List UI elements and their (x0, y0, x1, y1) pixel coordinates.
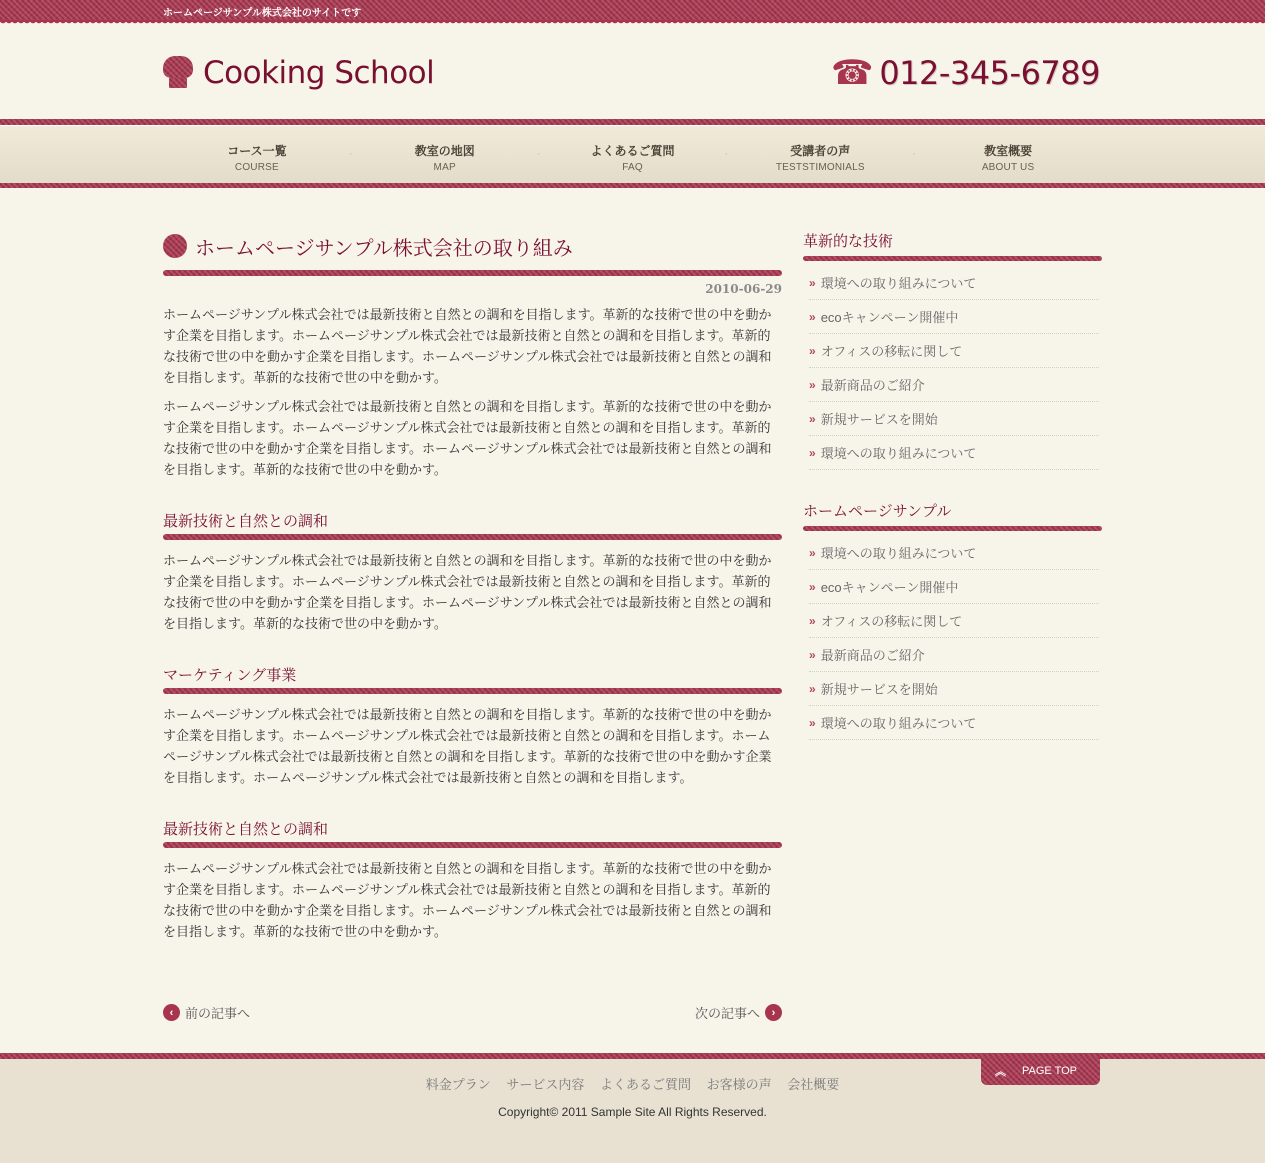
section-title: マーケティング事業 (163, 667, 297, 684)
sidebar-link-label: 環境への取り組みについて (820, 446, 977, 461)
logo-text: Cooking School (203, 55, 435, 91)
site-tagline: ホームページサンプル株式会社のサイトです (163, 8, 362, 19)
page-top-button[interactable] (981, 1057, 1100, 1085)
nav-item-label: コース一覧 (227, 144, 287, 158)
nav-item-label: · 受講者の声 (790, 144, 851, 158)
top-bar (0, 0, 1265, 22)
double-chevron-icon: » (809, 681, 814, 696)
sidebar-link[interactable] (809, 334, 1099, 368)
section-title: 最新技術と自然との調和 (163, 821, 329, 838)
sidebar-link-label: オフィスの移転に関して (820, 344, 963, 359)
nav-item-faq[interactable] (539, 126, 727, 184)
site-logo[interactable] (163, 55, 434, 91)
nav-border-bottom (0, 183, 1265, 188)
next-article-link[interactable] (695, 1003, 782, 1022)
double-chevron-icon: » (809, 545, 814, 560)
footer-link-services[interactable]: サービス内容 (506, 1077, 585, 1092)
nav-item-sublabel: MAP (433, 162, 456, 173)
sidebar-link[interactable] (809, 436, 1099, 470)
top-bar-scallop (0, 20, 1265, 26)
nav-item-label: · よくあるご質問 (590, 144, 675, 158)
footer-link-faq[interactable]: よくあるご質問 (599, 1077, 691, 1092)
sidebar-link[interactable] (809, 706, 1099, 740)
double-chevron-icon: » (809, 275, 814, 290)
section-heading (163, 664, 782, 694)
section-paragraph: ホームページサンプル株式会社では最新技術と自然との調和を目指します。革新的な技術で世の中を動かす企業を目指します。ホームページサンプル株式会社では最新技術と自然との調和を目指します。革新的な技術で世の中を動かす企業を目指します。ホームページサンプル株式会社では最新技術と自然との調和を目指します。革新的な技術で世の中を動かす。 (163, 861, 772, 939)
nav-item-map[interactable] (351, 126, 539, 184)
article-paragraph: ホームページサンプル株式会社では最新技術と自然との調和を目指します。革新的な技術で世の中を動かす企業を目指します。ホームページサンプル株式会社では最新技術と自然との調和を目指します。革新的な技術で世の中を動かす企業を目指します。ホームページサンプル株式会社では最新技術と自然との調和を目指します。革新的な技術で世の中を動かす。 (163, 399, 772, 477)
arrow-right-icon: › (765, 1004, 782, 1021)
nav-item-sublabel: TESTSTIMONIALS (775, 162, 865, 173)
section-divider (163, 842, 782, 848)
sidebar-link[interactable] (809, 300, 1099, 334)
nav-item-label: · 教室概要 (984, 144, 1033, 158)
double-chevron-icon: » (809, 343, 814, 358)
sidebar-link-label: 新規サービスを開始 (820, 412, 938, 427)
double-chevron-icon: » (809, 309, 814, 324)
sidebar-link[interactable] (809, 368, 1099, 402)
article-date: 2010-06-29 (705, 282, 782, 296)
sidebar-link-label: オフィスの移転に関して (820, 614, 963, 629)
copyright: Copyright© 2011 Sample Site All Rights Reserved. (498, 1105, 767, 1119)
prev-article-label: 前の記事へ (185, 1006, 251, 1021)
article-paragraph: ホームページサンプル株式会社では最新技術と自然との調和を目指します。革新的な技術で世の中を動かす企業を目指します。ホームページサンプル株式会社では最新技術と自然との調和を目指します。革新的な技術で世の中を動かす企業を目指します。ホームページサンプル株式会社では最新技術と自然との調和を目指します。革新的な技術で世の中を動かす。 (163, 307, 772, 385)
sidebar-link-label: 最新商品のご紹介 (820, 648, 925, 663)
global-nav (0, 125, 1265, 183)
footer-link-testimonials[interactable]: お客様の声 (706, 1077, 772, 1092)
sidebar-title: ホームページサンプル (803, 503, 952, 520)
section-heading (163, 818, 782, 848)
sidebar-link[interactable] (809, 536, 1099, 570)
double-chevron-icon: » (809, 647, 814, 662)
sidebar-link-label: 新規サービスを開始 (820, 682, 938, 697)
section-paragraph: ホームページサンプル株式会社では最新技術と自然との調和を目指します。革新的な技術で世の中を動かす企業を目指します。ホームページサンプル株式会社では最新技術と自然との調和を目指します。ホームページサンプル株式会社では最新技術と自然との調和を目指します。革新的な技術で世の中を動かす企業を目指します。ホームページサンプル株式会社では最新技術と自然との調和を目指します。 (163, 707, 772, 785)
double-chevron-icon: » (809, 613, 814, 628)
chef-hat-icon (163, 56, 193, 90)
sidebar-link[interactable] (809, 638, 1099, 672)
double-chevron-icon: » (809, 377, 814, 392)
nav-item-sublabel: ABOUT US (981, 162, 1035, 173)
double-chevron-icon: » (809, 579, 814, 594)
page-top-label: PAGE TOP (1022, 1065, 1078, 1077)
nav-item-course[interactable] (163, 126, 351, 184)
sidebar-link[interactable] (809, 672, 1099, 706)
sidebar-link[interactable] (809, 570, 1099, 604)
double-chevron-icon: » (809, 445, 814, 460)
footer-link-company[interactable]: 会社概要 (787, 1077, 840, 1092)
main-content (163, 228, 782, 942)
footer-link-pricing[interactable]: 料金プラン (425, 1077, 491, 1092)
next-article-label: 次の記事へ (694, 1006, 760, 1021)
section-divider (163, 534, 782, 540)
phone-number (831, 54, 1100, 92)
sidebar-link-label: ecoキャンペーン開催中 (820, 310, 959, 325)
section-divider (163, 688, 782, 694)
title-bullet-icon (163, 234, 187, 258)
sidebar-link-label: 環境への取り組みについて (820, 546, 977, 561)
page-title (163, 228, 782, 264)
sidebar-block-technology (803, 230, 1102, 470)
sidebar-link[interactable] (809, 266, 1099, 300)
sidebar-link-label: 最新商品のご紹介 (820, 378, 925, 393)
phone-number-text: 012-345-6789 (879, 54, 1100, 92)
sidebar-block-sample (803, 500, 1102, 740)
double-chevron-icon: » (809, 715, 814, 730)
double-chevron-icon: » (809, 411, 814, 426)
nav-item-about[interactable] (914, 126, 1102, 184)
section-paragraph: ホームページサンプル株式会社では最新技術と自然との調和を目指します。革新的な技術で世の中を動かす企業を目指します。ホームページサンプル株式会社では最新技術と自然との調和を目指します。革新的な技術で世の中を動かす企業を目指します。ホームページサンプル株式会社では最新技術と自然との調和を目指します。革新的な技術で世の中を動かす。 (163, 553, 772, 631)
nav-item-testimonials[interactable] (726, 126, 914, 184)
sidebar-link-label: 環境への取り組みについて (820, 716, 977, 731)
arrow-left-icon: ‹ (163, 1004, 180, 1021)
double-chevron-up-icon: ︽ (995, 1066, 1006, 1078)
sidebar-divider (803, 256, 1102, 261)
nav-item-sublabel: COURSE (234, 162, 279, 173)
nav-item-label: · 教室の地図 (414, 144, 475, 158)
article-pager (163, 1003, 782, 1023)
sidebar-link-label: 環境への取り組みについて (820, 276, 977, 291)
section-title: 最新技術と自然との調和 (163, 513, 329, 530)
sidebar-link-label: ecoキャンペーン開催中 (820, 580, 959, 595)
sidebar-title: 革新的な技術 (803, 233, 894, 250)
section-heading (163, 510, 782, 540)
article-title: ホームページサンプル株式会社の取り組み (195, 237, 573, 260)
prev-article-link[interactable] (163, 1003, 250, 1022)
sidebar-link[interactable] (809, 402, 1099, 436)
nav-item-sublabel: FAQ (622, 162, 643, 173)
title-divider (163, 270, 782, 276)
sidebar-divider (803, 526, 1102, 531)
sidebar-link[interactable] (809, 604, 1099, 638)
telephone-icon: ☎ (830, 54, 874, 92)
